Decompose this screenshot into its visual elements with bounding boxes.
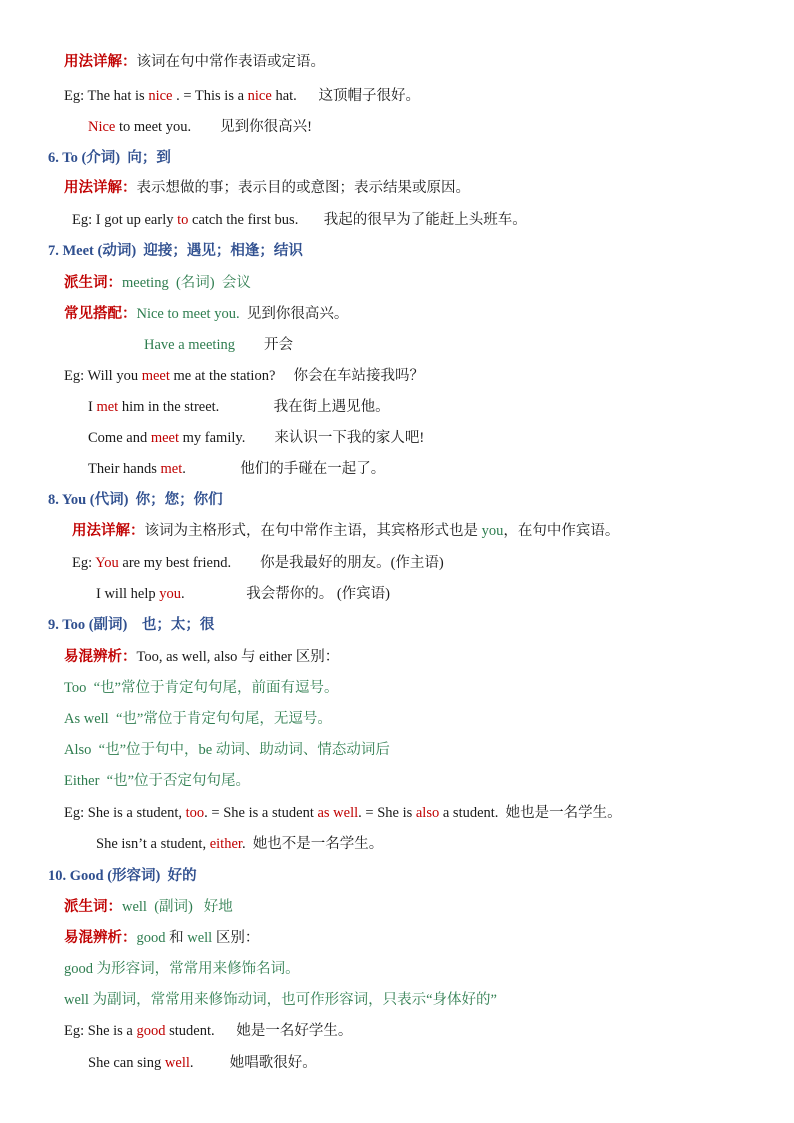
text-segment: good 为形容词，常常用来修饰名词。 — [64, 961, 300, 977]
text-segment: She isn’t a student, — [96, 836, 210, 852]
text-line — [48, 490, 223, 510]
text-segment: 见到你很高兴。 — [239, 306, 349, 322]
text-segment: I — [88, 399, 97, 415]
text-segment: 10. Good (形容词) 好的 — [48, 868, 197, 884]
text-segment: 常见搭配： — [64, 306, 137, 322]
text-segment: 该词为主格形式，在句中常作主语，其宾格形式也是 — [144, 523, 482, 539]
text-segment: student. 她是一名好学生。 — [165, 1023, 353, 1039]
text-segment: Come and — [88, 430, 151, 446]
text-line — [48, 866, 197, 886]
text-line — [64, 771, 250, 791]
text-segment: . 她也不是一名学生。 — [241, 836, 384, 852]
text-line — [64, 52, 325, 72]
text-segment: 7. Meet (动词) 迎接；遇见；相逢；结识 — [48, 243, 303, 259]
text-segment: . = She is — [358, 805, 416, 821]
text-segment: Also “也”位于句中，be 动词、助动词、情态动词后 — [64, 742, 390, 758]
text-line — [64, 178, 470, 198]
text-segment: nice — [148, 88, 173, 104]
text-segment: ，在句中作宾语。 — [503, 523, 620, 539]
text-segment: . = This is a — [172, 88, 248, 104]
text-segment: meet — [141, 368, 170, 384]
text-line — [64, 1021, 352, 1041]
text-segment: She can sing — [88, 1055, 165, 1071]
text-segment: 用法详解： — [64, 54, 137, 70]
text-segment: Eg: She is a student, — [64, 805, 186, 821]
text-segment: well (副词) 好地 — [122, 899, 233, 915]
text-segment: Their hands — [88, 461, 161, 477]
text-line — [72, 521, 619, 541]
text-segment: . 我会帮你的。 (作宾语) — [180, 586, 391, 602]
text-segment: me at the station? 你会在车站接我吗？ — [169, 368, 425, 384]
text-segment: hat. 这顶帽子很好。 — [271, 88, 421, 104]
text-segment: Eg: The hat is — [64, 88, 149, 104]
text-segment: Eg: — [72, 555, 96, 571]
text-line — [64, 86, 420, 106]
text-segment: well 为副词，常常用来修饰动词，也可作形容词，只表示“身体好的” — [64, 992, 497, 1008]
text-line — [64, 678, 338, 698]
text-line — [64, 740, 390, 760]
text-segment: Eg: Will you — [64, 368, 142, 384]
text-segment: as well — [317, 805, 359, 821]
text-segment: . 他们的手碰在一起了。 — [182, 461, 386, 477]
text-segment: you — [481, 523, 504, 539]
text-segment: Eg: She is a — [64, 1023, 137, 1039]
text-segment: Have a meeting — [144, 337, 235, 353]
text-line — [88, 397, 390, 417]
text-segment: . = She is a student — [204, 805, 318, 821]
text-segment: you — [159, 586, 181, 602]
text-segment: You — [95, 555, 119, 571]
text-segment: well — [164, 1055, 190, 1071]
text-line — [64, 273, 251, 293]
text-line — [64, 803, 622, 823]
text-segment: too — [185, 805, 205, 821]
text-segment: 用法详解： — [72, 523, 145, 539]
text-line — [88, 428, 424, 448]
text-segment: 9. Too (副词) 也；太；很 — [48, 617, 215, 633]
text-segment: . 她唱歌很好。 — [189, 1055, 317, 1071]
text-segment: 6. To (介词) 向；到 — [48, 150, 171, 166]
text-line — [64, 897, 233, 917]
text-segment: 易混辨析： — [64, 930, 137, 946]
text-segment: also — [415, 805, 440, 821]
text-segment: met — [160, 461, 183, 477]
text-segment: him in the street. 我在街上遇见他。 — [118, 399, 390, 415]
text-segment: Either “也”位于否定句句尾。 — [64, 773, 251, 789]
text-segment: well — [187, 930, 213, 946]
text-segment: 开会 — [235, 337, 293, 353]
text-line — [64, 959, 300, 979]
text-segment: 易混辨析： — [64, 649, 137, 665]
text-segment: met — [96, 399, 119, 415]
text-segment: 区别： — [212, 930, 260, 946]
text-line — [48, 148, 171, 168]
text-segment: nice — [247, 88, 272, 104]
text-segment: Nice — [88, 119, 116, 135]
text-segment: good — [136, 930, 166, 946]
text-segment: As well “也”常位于肯定句句尾，无逗号。 — [64, 711, 332, 727]
text-segment: 派生词： — [64, 275, 122, 291]
text-line — [88, 1053, 317, 1073]
text-segment: are my best friend. 你是我最好的朋友。(作主语) — [118, 555, 444, 571]
text-line — [72, 553, 444, 573]
text-segment: 派生词： — [64, 899, 122, 915]
text-segment: meet — [150, 430, 180, 446]
text-segment: Nice to meet you. — [136, 306, 240, 322]
text-segment: 和 — [165, 930, 188, 946]
text-segment: either — [209, 836, 242, 852]
text-line — [88, 117, 312, 137]
text-line — [144, 335, 293, 355]
text-segment: to — [177, 212, 189, 228]
text-line — [64, 709, 332, 729]
text-segment: 8. You (代词) 你；您；你们 — [48, 492, 223, 508]
text-line — [64, 990, 497, 1010]
text-segment: Too “也”常位于肯定句句尾，前面有逗号。 — [64, 680, 339, 696]
text-segment: 表示想做的事；表示目的或意图；表示结果或原因。 — [136, 180, 470, 196]
text-line — [64, 366, 424, 386]
text-line — [88, 459, 385, 479]
text-line — [48, 241, 303, 261]
text-segment: meeting (名词) 会议 — [122, 275, 251, 291]
text-segment: 该词在句中常作表语或定语。 — [136, 54, 325, 70]
text-segment: I will help — [96, 586, 160, 602]
text-line — [96, 834, 383, 854]
text-line — [72, 210, 527, 230]
text-line — [64, 928, 259, 948]
text-segment: Too, as well, also 与 either 区别： — [136, 649, 340, 665]
text-segment: Eg: I got up early — [72, 212, 178, 228]
text-segment: to meet you. 见到你很高兴! — [115, 119, 312, 135]
text-segment: a student. 她也是一名学生。 — [439, 805, 622, 821]
text-segment: my family. 来认识一下我的家人吧! — [179, 430, 425, 446]
text-line — [48, 615, 214, 635]
text-segment: catch the first bus. 我起的很早为了能赶上头班车。 — [188, 212, 527, 228]
text-line — [64, 304, 348, 324]
text-segment: good — [136, 1023, 166, 1039]
text-line — [96, 584, 390, 604]
text-line — [64, 647, 339, 667]
text-segment: 用法详解： — [64, 180, 137, 196]
